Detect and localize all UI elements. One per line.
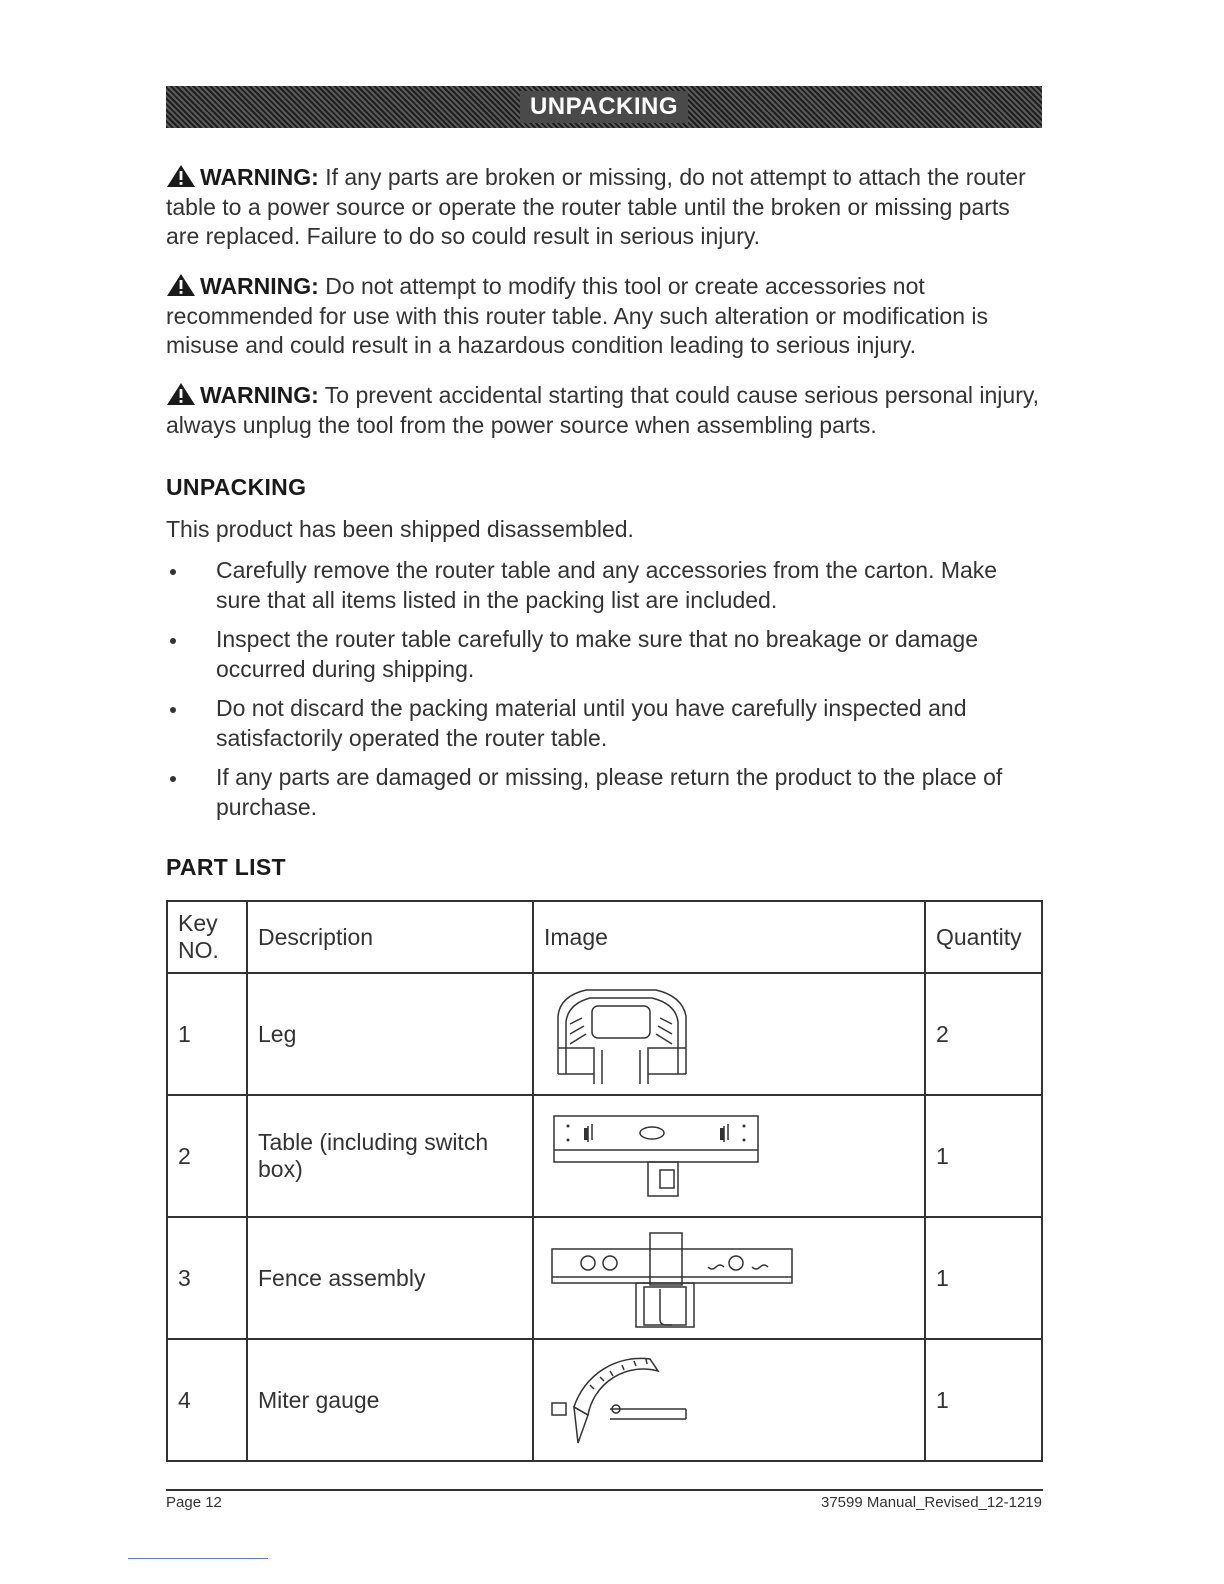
section-banner bbox=[166, 86, 1042, 128]
warning-label: WARNING: bbox=[200, 164, 319, 190]
table-row bbox=[167, 1217, 1042, 1339]
warning-modify-tool bbox=[166, 272, 1046, 361]
warning-label: WARNING: bbox=[200, 382, 319, 408]
warning-accidental-start bbox=[166, 381, 1046, 440]
cell-quantity: 1 bbox=[925, 1339, 1042, 1461]
bullet-icon bbox=[170, 776, 176, 782]
table-row bbox=[167, 1339, 1042, 1461]
fence-drawing-icon bbox=[548, 1223, 798, 1333]
table-row bbox=[167, 973, 1042, 1095]
cell-quantity: 1 bbox=[925, 1095, 1042, 1217]
part-list-table bbox=[166, 900, 1043, 1462]
cell-key: 3 bbox=[167, 1217, 247, 1339]
header-image: Image bbox=[533, 901, 925, 973]
cell-description: Table (including switch box) bbox=[247, 1095, 533, 1217]
bullet-icon bbox=[170, 569, 176, 575]
cell-key: 4 bbox=[167, 1339, 247, 1461]
cell-description: Miter gauge bbox=[247, 1339, 533, 1461]
unpacking-heading: UNPACKING bbox=[166, 474, 307, 500]
cell-quantity: 1 bbox=[925, 1217, 1042, 1339]
part-list-heading: PART LIST bbox=[166, 854, 286, 880]
cell-image bbox=[533, 1339, 925, 1461]
cell-image bbox=[533, 973, 925, 1095]
cell-description: Leg bbox=[247, 973, 533, 1095]
cell-description: Fence assembly bbox=[247, 1217, 533, 1339]
table-row bbox=[167, 1095, 1042, 1217]
list-item: Do not discard the packing material until you have carefully inspected and satisfactorily operated the router table. bbox=[166, 694, 1046, 753]
warning-text: To prevent accidental starting that could cause serious personal injury, always unplug the tool from the power source when assembling parts. bbox=[166, 382, 1040, 438]
cell-key: 1 bbox=[167, 973, 247, 1095]
unpacking-intro: This product has been shipped disassembled. bbox=[166, 516, 634, 542]
leg-drawing-icon bbox=[546, 978, 696, 1090]
cell-key: 2 bbox=[167, 1095, 247, 1217]
unpacking-bullet-list bbox=[166, 556, 1046, 832]
decorative-line bbox=[128, 1558, 268, 1559]
cell-image bbox=[533, 1217, 925, 1339]
warning-text: If any parts are broken or missing, do not attempt to attach the router table to a power source or operate the router table until the broken or missing parts are replaced. Failure to do so could result in serious injury. bbox=[166, 164, 1026, 249]
footer-divider bbox=[166, 1489, 1043, 1491]
list-item: If any parts are damaged or missing, please return the product to the place of purchase. bbox=[166, 763, 1046, 822]
list-item: Carefully remove the router table and any accessories from the carton. Make sure that all items listed in the packing list are included. bbox=[166, 556, 1046, 615]
bullet-icon bbox=[170, 638, 176, 644]
table-drawing-icon bbox=[548, 1106, 768, 1206]
page-number: Page 12 bbox=[166, 1494, 222, 1511]
cell-quantity: 2 bbox=[925, 973, 1042, 1095]
warning-triangle-icon bbox=[166, 164, 196, 188]
warning-text: Do not attempt to modify this tool or create accessories not recommended for use with this router table. Any such alteration or modification is misuse and could result in a hazardous condition leading to serious injury. bbox=[166, 273, 989, 358]
header-description: Description bbox=[247, 901, 533, 973]
header-quantity: Quantity bbox=[925, 901, 1042, 973]
miter-gauge-drawing-icon bbox=[550, 1345, 700, 1455]
bullet-icon bbox=[170, 707, 176, 713]
document-id: 37599 Manual_Revised_12-1219 bbox=[820, 1494, 1042, 1511]
warning-triangle-icon bbox=[166, 382, 196, 406]
cell-image bbox=[533, 1095, 925, 1217]
header-key: Key NO. bbox=[167, 901, 247, 973]
warning-broken-parts bbox=[166, 163, 1046, 252]
banner-title: UNPACKING bbox=[520, 91, 688, 123]
warning-triangle-icon bbox=[166, 273, 196, 297]
warning-label: WARNING: bbox=[200, 273, 319, 299]
table-header-row bbox=[167, 901, 1042, 973]
list-item: Inspect the router table carefully to make sure that no breakage or damage occurred during shipping. bbox=[166, 625, 1046, 684]
